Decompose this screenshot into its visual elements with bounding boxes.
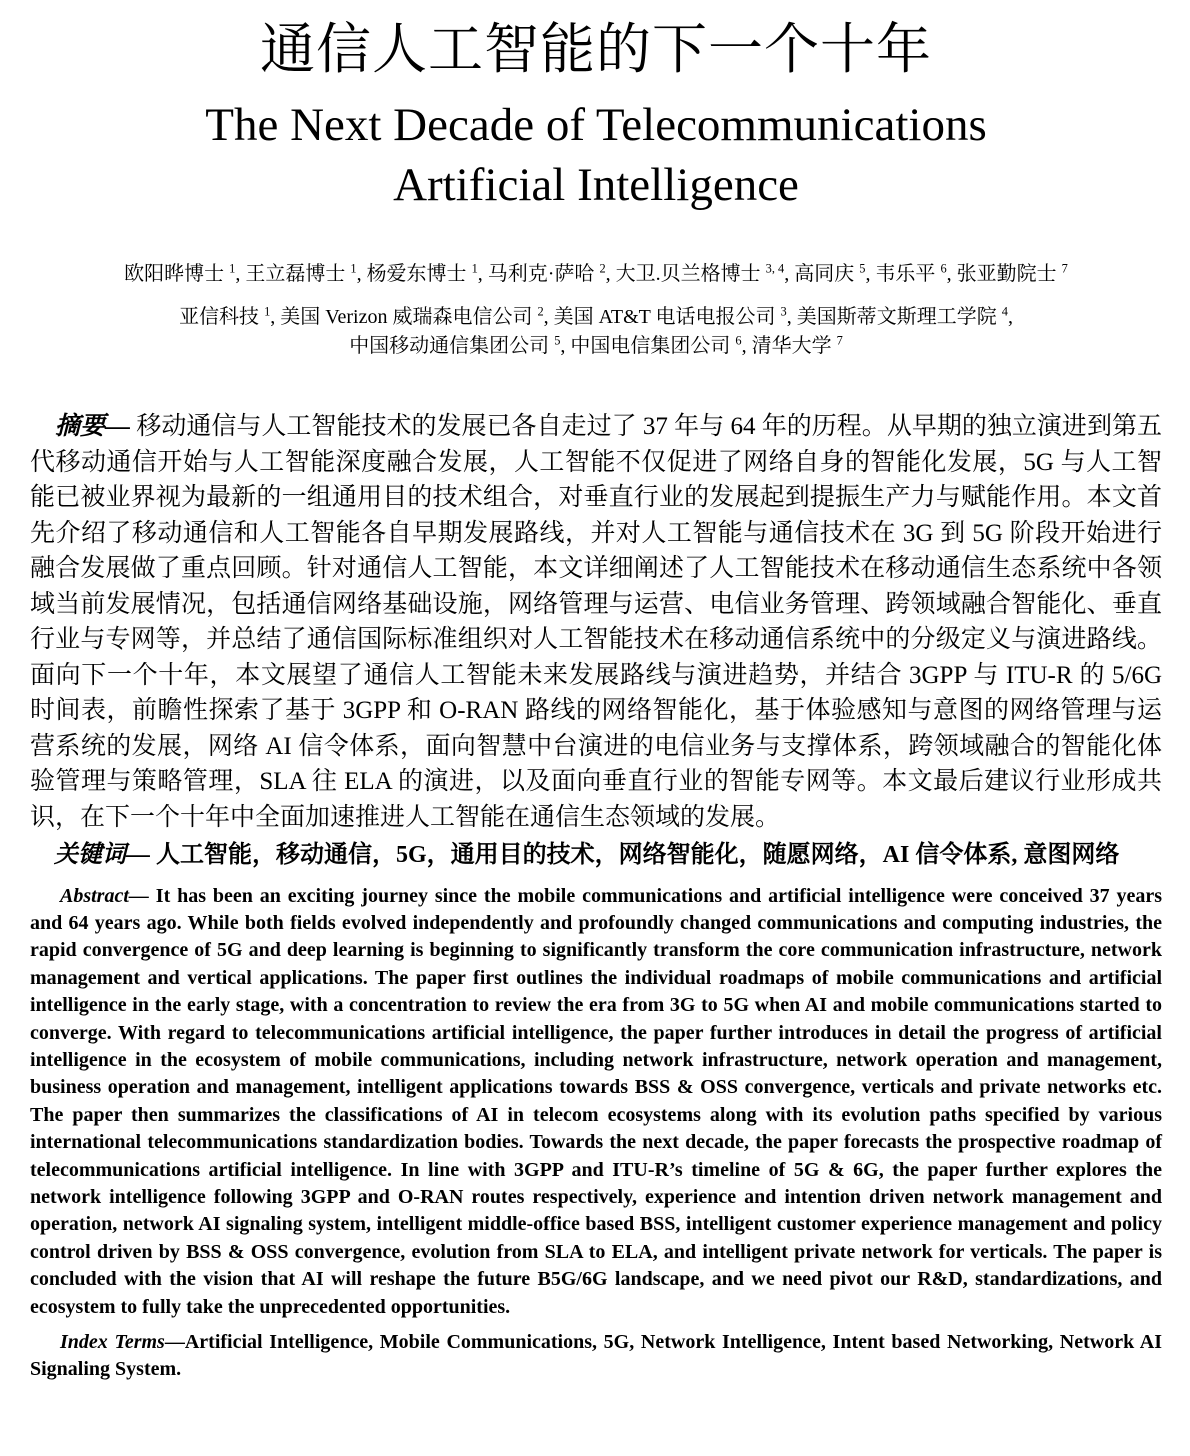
paper-title-en bbox=[30, 95, 1162, 215]
index-terms-label: Index Terms bbox=[60, 1330, 165, 1353]
keywords-zh-label: 关键词— bbox=[54, 842, 150, 869]
authors-line: 欧阳晔博士 $^1$, 王立磊博士 $^1$, 杨爱东博士 $^1$, 马利克·萨哈 $^2$, 大卫.贝兰格博士 $^{3, 4}$, 高同庆 $^5$, 韦乐平 $^6$, 张亚勤院士 $^7$ bbox=[124, 261, 1068, 286]
abstract-zh-text: 移动通信与人工智能技术的发展已各自走过了 37 年与 64 年的历程。从早期的独立演进到第五代移动通信开始与人工智能深度融合发展，人工智能不仅促进了网络自身的智能化发展，5G 与人工智能已被业界视为最新的一组通用目的技术组合，对垂直行业的发展起到提振生产力与赋能作用。本文首先介绍了移动通信和人工智能各自早期发展路线，并对人工智能与通信技术在 3G 到 5G 阶段开始进行融合发展做了重点回顾。针对通信人工智能，本文详细阐述了人工智能技术在移动通信生态系统中各领域当前发展情况，包括通信网络基础设施，网络管理与运营、电信业务管理、跨领域融合智能化、垂直行业与专网等，并总结了通信国际标准组织对人工智能技术在移动通信系统中的分级定义与演进路线。面向下一个十年，本文展望了通信人工智能未来发展路线与演进趋势，并结合 3GPP 与 ITU-R 的 5/6G 时间表，前瞻性探索了基于 3GPP 和 O-RAN 路线的网络智能化，基于体验感知与意图的网络管理与运营系统的发展，网络 AI 信令体系，面向智慧中台演进的电信业务与支撑体系，跨领域融合的智能化体验管理与策略管理，SLA 往 ELA 的演进，以及面向垂直行业的智能专网等。本文最后建议行业形成共识，在下一个十年中全面加速推进人工智能在通信生态领域的发展。 bbox=[30, 413, 1162, 831]
abstract-en bbox=[30, 883, 1162, 1321]
paper-title-zh: 通信人工智能的下一个十年 bbox=[259, 19, 932, 80]
abstract-zh-label: 摘要— bbox=[55, 413, 131, 441]
affiliations-line-2: 中国移动通信集团公司 $^5$, 中国电信集团公司 $^6$, 清华大学 $^7$ bbox=[349, 333, 843, 358]
abstract-en-label: Abstract— bbox=[60, 884, 149, 907]
paper-title-en-line2: Artificial Intelligence bbox=[393, 158, 799, 211]
index-terms bbox=[30, 1329, 1162, 1384]
keywords-zh-text: 人工智能，移动通信，5G，通用目的技术，网络智能化，随愿网络，AI 信令体系, 意图网络 bbox=[150, 842, 1120, 869]
abstract-zh bbox=[30, 409, 1162, 835]
index-terms-text: —Artificial Intelligence, Mobile Communications, 5G, Network Intelligence, Intent based Networking, Network AI Signaling System. bbox=[30, 1330, 1162, 1381]
affiliations-line-1: 亚信科技 $^1$, 美国 Verizon 威瑞森电信公司 $^2$, 美国 AT&T 电话电报公司 $^3$, 美国斯蒂文斯理工学院 $^4$, bbox=[179, 304, 1013, 329]
affiliations-block bbox=[30, 303, 1162, 361]
paper-title-en-line1: The Next Decade of Telecommunications bbox=[205, 98, 987, 151]
keywords-zh bbox=[30, 839, 1162, 873]
abstract-en-text: It has been an exciting journey since the mobile communications and artificial intelligence were conceived 37 years and 64 years ago. While both fields evolved independently and profoundly changed communications and computing industries, the rapid convergence of 5G and deep learning is beginning to significantly transform the core communication infrastructure, network management and vertical applications. The paper first outlines the individual roadmaps of mobile communications and artificial intelligence in the early stage, with a concentration to review the era from 3G to 5G when AI and mobile communications started to converge. With regard to telecommunications artificial intelligence, the paper further introduces in detail the progress of artificial intelligence in the ecosystem of mobile communications, including network infrastructure, network operation and management, business operation and management, intelligent applications towards BSS & OSS convergence, verticals and private networks etc. The paper then summarizes the classifications of AI in telecom ecosystems along with its evolution paths specified by various international telecommunications standardization bodies. Towards the next decade, the paper forecasts the prospective roadmap of telecommunications artificial intelligence. In line with 3GPP and ITU-R’s timeline of 5G & 6G, the paper further explores the network intelligence following 3GPP and O-RAN routes respectively, experience and intention driven network management and operation, network AI signaling system, intelligent middle-office based BSS, intelligent customer experience management and policy control driven by BSS & OSS convergence, evolution from SLA to ELA, and intelligent private network for verticals. The paper is concluded with the vision that AI will reshape the future B5G/6G landscape, and we need pivot our R&D, standardizations, and ecosystem to fully take the unprecedented opportunities. bbox=[30, 884, 1162, 1318]
